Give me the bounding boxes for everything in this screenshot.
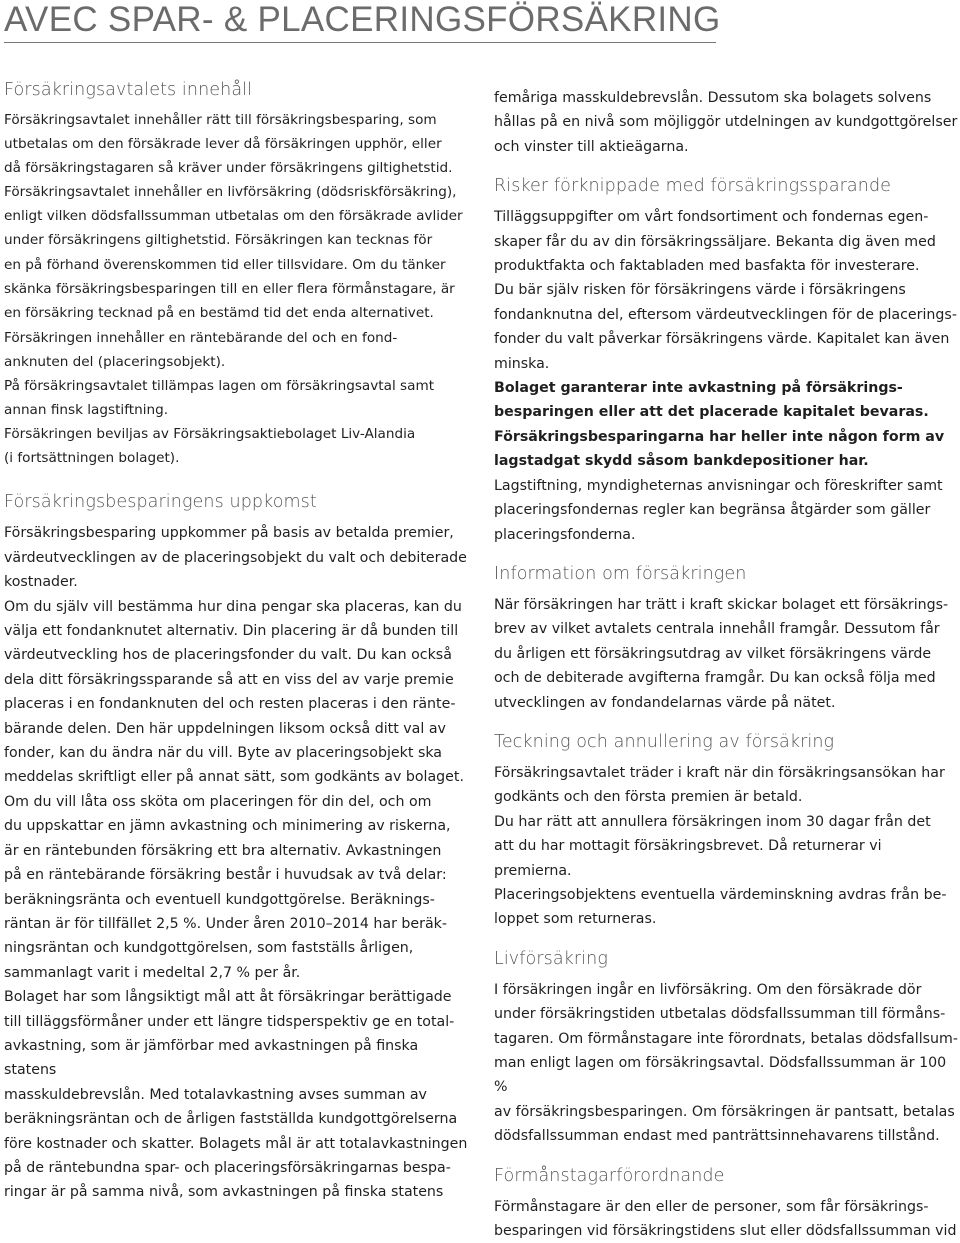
section-heading-life-insurance: Livförsäkring <box>494 948 608 969</box>
section-heading-beneficiary: Förmånstagarförordnande <box>494 1165 725 1186</box>
section-heading-risks: Risker förknippade med försäkringssparande <box>494 176 892 197</box>
paragraph: Tilläggsuppgifter om vårt fondsortiment och fondernas egen- skaper får du av din försäkringssäljare. Bekanta dig även med produktfakta och faktabladen med basfakta för investerare. <box>494 209 936 275</box>
section-heading-subscription: Teckning och annullering av försäkring <box>494 731 835 752</box>
left-column <box>4 78 470 1205</box>
paragraph: Om du själv vill bestämma hur dina pengar ska placeras, kan du välja ett fondanknutet alternativ. Din placering är då bunden till värdeutveckling hos de placeringsfonder du valt. Du kan också dela ditt försäkringssparande så att en viss del av varje premie placeras i en fondanknuten del och resten placeras i den ränte- bärande delen. Den här uppdelningen liksom också ditt val av fonder, kan du ändra när du vill. Byte av placeringsobjekt ska meddelas skriftligt eller på annat sätt, som godkänts av bolaget. <box>4 598 464 786</box>
paragraph: Om du vill låta oss sköta om placeringen för din del, och om du uppskattar en jämn avkastning och minimering av riskerna, är en räntebunden försäkring ett bra alternativ. Avkastningen på en räntebärande försäkring består i huvudsak av två delar: beräkningsränta och eventuell kundgottgörelse. Beräknings- räntan är för tillfället 2,5 %. Under åren 2010–2014 har beräk- ningsräntan och kundgottgörelsen, som fastställs årligen, sammanlagt varit i medeltal 2,7 % per år. <box>4 793 451 981</box>
paragraph: Försäkringsbesparing uppkommer på basis av betalda premier, värdeutvecklingen av de placeringsobjekt du valt och debiterade kostnader. <box>4 525 467 591</box>
section-heading-savings-origin: Försäkringsbesparingens uppkomst <box>4 492 317 513</box>
bold-notice: Bolaget garanterar inte avkastning på försäkrings- besparingen eller att det placerade kapitalet bevaras. Försäkringsbesparingarna har heller inte någon form av lagstadgat skydd såsom bankdepositioner har. <box>494 380 945 470</box>
paragraph: Försäkringen beviljas av Försäkringsaktiebolaget Liv-Alandia (i fortsättningen bolaget). <box>4 426 416 467</box>
paragraph: Förmånstagare är den eller de personer, som får försäkrings- besparingen vid försäkringstidens slut eller dödsfallssumman vid <box>494 1198 957 1240</box>
paragraph: Lagstiftning, myndigheternas anvisningar och föreskrifter samt placeringsfondernas regler kan begränsa åtgärder som gäller placeringsfonderna. <box>494 477 943 543</box>
paragraph: Du har rätt att annullera försäkringen inom 30 dagar från det att du har mottagit försäkringsbrevet. Då returnerar vi premierna. Placeringsobjektens eventuella värdeminskning avdras från be- loppet som returneras. <box>494 813 947 928</box>
paragraph: I försäkringen ingår en livförsäkring. Om den försäkrade dör under försäkringstiden utbetalas dödsfallssumman till förmåns- tagaren. Om förmånstagare inte förordnats, betalas dödsfallsum- man enligt lagen om försäkringsavtal. Dödsfallssumman är 100 % av försäkringsbesparingen. Om försäkringen är pantsatt, betalas dödsfallssumman endast med panträttsinnehavarens tillstånd. <box>494 981 958 1145</box>
section-heading-contract-content: Försäkringsavtalets innehåll <box>4 80 253 100</box>
page-title: AVEC SPAR- & PLACERINGSFÖRSÄKRING <box>4 0 716 43</box>
paragraph: När försäkringen har trätt i kraft skickar bolaget ett försäkrings- brev av vilket avtalets centrala innehåll framgår. Dessutom får du årligen ett försäkringsutdrag av vilket försäkringens värde och de debiterade avgifterna framgår. Du kan också följa med utvecklingen av fondandelarnas värde på nätet. <box>494 596 949 711</box>
paragraph: Försäkringsavtalet innehåller rätt till försäkringsbesparing, som utbetalas om den försäkrade lever då försäkringen upphör, eller då försäkringstagaren så kräver under försäkringens giltighetstid. Försäkringsavtalet innehåller en livförsäkring (dödsriskförsäkring), enligt vilken dödsfallssumman utbetalas om den försäkrade avlider under försäkringens giltighetstid. Försäkringen kan tecknas för en på förhand överenskommen tid eller tillsvidare. Om du tänker skänka försäkringsbesparingen till en eller flera förmånstagare, är en försäkring tecknad på en bestämd tid det enda alternativet. <box>4 112 463 321</box>
paragraph: Försäkringen innehåller en räntebärande del och en fond- anknuten del (placeringsobjekt). <box>4 329 398 370</box>
section-heading-information: Information om försäkringen <box>494 563 747 584</box>
paragraph: Försäkringsavtalet träder i kraft när din försäkringsansökan har godkänts och den första premien är betald. <box>494 764 945 806</box>
paragraph: Du bär själv risken för försäkringens värde i försäkringens fondanknutna del, eftersom värdeutvecklingen för de placerings- fonder du valt påverkar försäkringens värde. Kapitalet kan även minska. <box>494 282 957 372</box>
paragraph: Bolaget har som långsiktigt mål att åt försäkringar berättigade till tilläggsförmåner under ett längre tidsperspektiv ge en total- avkastning, som är jämförbar med avkastningen på finska statens masskuldebrevslån. Med totalavkastning avses summan av beräkningsräntan och de årligen fastställda kundgottgörelserna före kostnader och skatter. Bolagets mål är att totalavkastningen på de räntebundna spar- och placeringsförsäkringarnas bespa- ringar är på samma nivå, som avkastningen på finska statens <box>4 989 468 1201</box>
right-column <box>494 86 960 1243</box>
paragraph: På försäkringsavtalet tillämpas lagen om försäkringsavtal samt annan finsk lagstiftning. <box>4 378 435 419</box>
paragraph: femåriga masskuldebrevslån. Dessutom ska bolagets solvens hållas på en nivå som möjliggör utdelningen av kundgottgörelser och vinster till aktieägarna. <box>494 90 958 155</box>
